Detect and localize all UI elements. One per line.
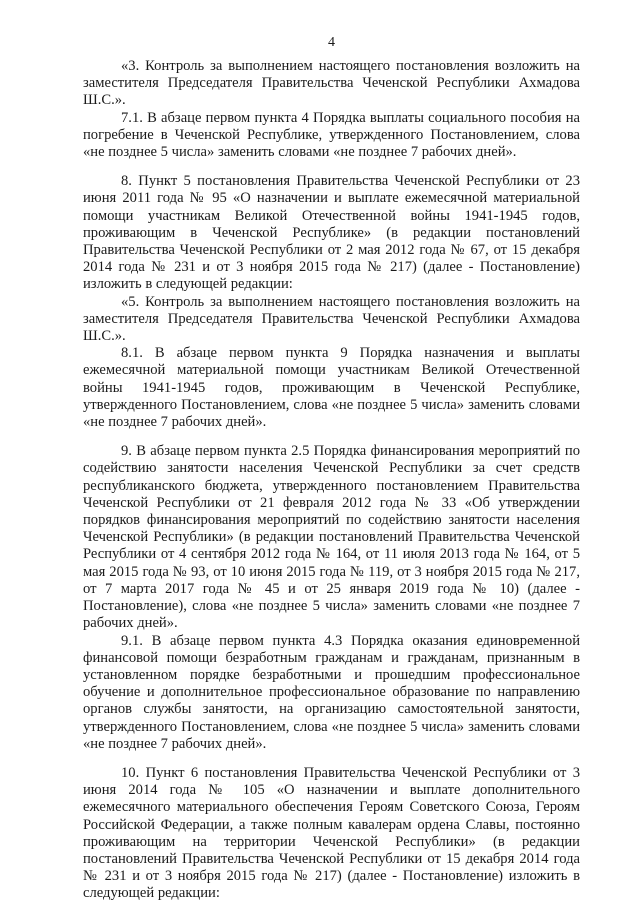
paragraph-10: 10. Пункт 6 постановления Правительства Чеченской Республики от 3 июня 2014 года № 105 «О назначении и выплате дополнительного ежемесячного материального обеспечения Героям Советского Союза, Героям Российской Федерации, а также полным кавалерам ордена Славы, постоянно проживающим на территории Чеченской Республики» (в редакции постановлений Правительства Чеченской Республики от 15 декабря 2014 года № 231 и от 3 ноября 2015 года № 217) (далее - Постановление) изложить в следующей редакции: <box>83 764 580 902</box>
paragraph-5-quote: «5. Контроль за выполнением настоящего постановления возложить на заместителя Председателя Правительства Чеченской Республики Ахмадова Ш.С.». <box>83 293 580 345</box>
document-body <box>83 58 580 903</box>
paragraph-7-1: 7.1. В абзаце первом пункта 4 Порядка выплаты социального пособия на погребение в Чеченской Республике, утвержденного Постановлением, слова «не позднее 5 числа» заменить словами «не позднее 7 рабочих дней». <box>83 109 580 161</box>
page-number: 4 <box>328 35 335 50</box>
paragraph-9-1: 9.1. В абзаце первом пункта 4.3 Порядка оказания единовременной финансовой помощи безработным гражданам и гражданам, признанным в установленном порядке безработными и прошедшим профессиональное обучение и дополнительное профессиональное образование по направлению органов службы занятости, на организацию самостоятельной занятости, утвержденного Постановлением, слова «не позднее 5 числа» заменить словами «не позднее 7 рабочих дней». <box>83 632 580 752</box>
paragraph-9: 9. В абзаце первом пункта 2.5 Порядка финансирования мероприятий по содействию занятости населения Чеченской Республики за счет средств республиканского бюджета, утвержденного постановлением Правительства Чеченской Республики от 21 февраля 2012 года № 33 «Об утверждении порядков финансирования мероприятий по содействию занятости населения Чеченской Республики» (в редакции постановлений Правительства Чеченской Республики от 4 сентября 2012 года № 164, от 11 июля 2013 года № 164, от 5 мая 2015 года № 93, от 10 июня 2015 года № 119, от 3 ноября 2015 года № 217, от 7 марта 2017 года № 45 и от 25 января 2019 года № 10) (далее - Постановление), слова «не позднее 5 числа» заменить словами «не позднее 7 рабочих дней». <box>83 443 580 632</box>
paragraph-8-1: 8.1. В абзаце первом пункта 9 Порядка назначения и выплаты ежемесячной материальной помощи участникам Великой Отечественной войны 1941-1945 годов, проживающим в Чеченской Республике, утвержденного Постановлением, слова «не позднее 5 числа» заменить словами «не позднее 7 рабочих дней». <box>83 345 580 431</box>
paragraph-8: 8. Пункт 5 постановления Правительства Чеченской Республики от 23 июня 2011 года № 95 «О назначении и выплате ежемесячной материальной помощи участникам Великой Отечественной войны 1941-1945 годов, проживающим в Чеченской Республике» (в редакции постановлений Правительства Чеченской Республики от 2 мая 2012 года № 67, от 15 декабря 2014 года № 231 и от 3 ноября 2015 года № 217) (далее - Постановление) изложить в следующей редакции: <box>83 173 580 293</box>
paragraph-3-quote: «3. Контроль за выполнением настоящего постановления возложить на заместителя Председателя Правительства Чеченской Республики Ахмадова Ш.С.». <box>83 58 580 109</box>
